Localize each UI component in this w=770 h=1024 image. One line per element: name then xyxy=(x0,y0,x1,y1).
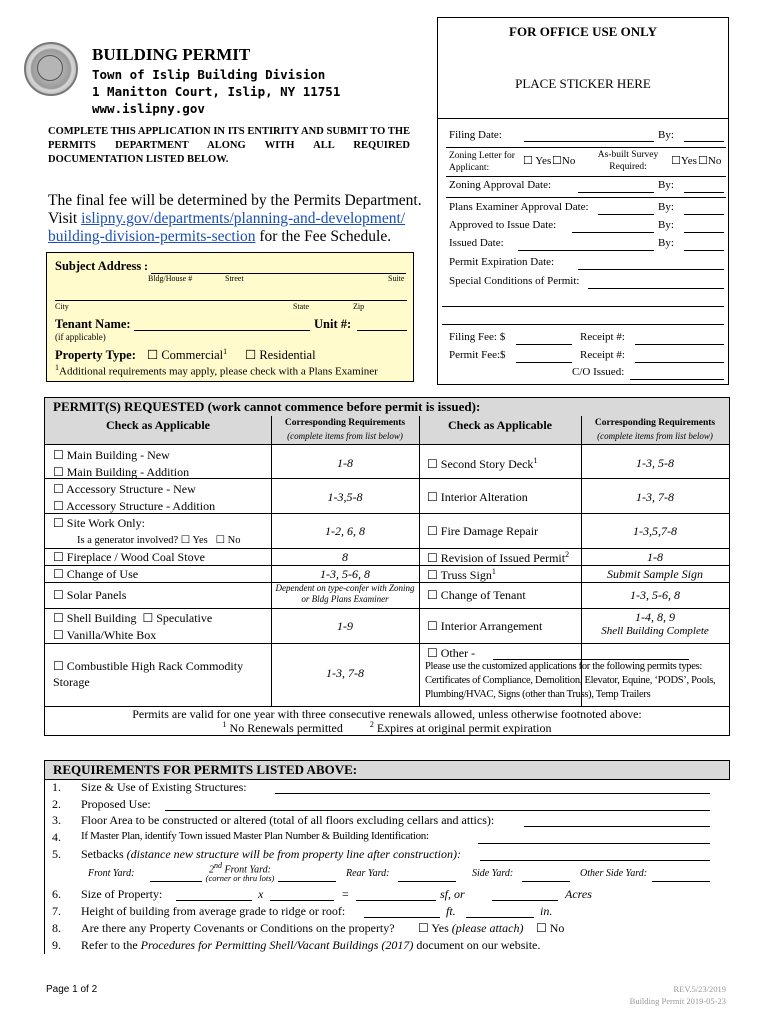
rear-yard-field[interactable] xyxy=(398,881,456,882)
accessory-addition-checkbox[interactable] xyxy=(53,498,215,515)
footnote-1: No Renewals permitted xyxy=(229,721,343,735)
issued-date-field[interactable] xyxy=(518,250,654,251)
document-id: Building Permit 2019-05-23 xyxy=(629,996,726,1006)
side-yard-field[interactable] xyxy=(522,881,570,882)
city-label: City xyxy=(55,302,69,311)
floor-area-field[interactable] xyxy=(524,826,710,827)
asbuilt-yes[interactable] xyxy=(671,154,697,167)
speculative-checkbox[interactable] xyxy=(142,611,212,625)
property-sf-field[interactable] xyxy=(356,900,436,901)
permits-heading-bar xyxy=(45,398,729,417)
req-change-of-use: 1-3, 5-6, 8 xyxy=(320,567,370,581)
filing-fee-label: Filing Fee: $ xyxy=(449,331,506,343)
division-address: 1 Manitton Court, Islip, NY 11751 xyxy=(92,84,341,99)
equals-symbol: = xyxy=(342,887,349,901)
office-use-box xyxy=(437,17,729,385)
validity-note: Permits are valid for one year with three consecutive renewals allowed, unless otherwise footnoted above: xyxy=(132,707,642,721)
accessory-addition-label: Accessory Structure - Addition xyxy=(66,499,216,513)
second-story-deck-checkbox[interactable] xyxy=(427,456,537,472)
permit-receipt-field[interactable] xyxy=(635,362,724,363)
filing-by-field[interactable] xyxy=(684,141,724,142)
generator-no-checkbox[interactable] xyxy=(216,535,241,546)
truss-sign-label: Truss Sign xyxy=(440,568,492,582)
change-of-use-label: Change of Use xyxy=(66,567,139,581)
residential-label: Residential xyxy=(259,348,316,362)
vanilla-box-label: Vanilla/White Box xyxy=(66,628,157,642)
unit-label: Unit #: xyxy=(314,317,352,331)
issued-by-label: By: xyxy=(658,237,674,249)
plans-by-field[interactable] xyxy=(684,214,724,215)
req-solar-panels: Dependent on type-confer with Zoning or Bldg Plans Examiner xyxy=(275,583,415,604)
fee-notice-line1: The final fee will be determined by the Permits Department. xyxy=(48,192,422,209)
col-divider xyxy=(419,416,420,706)
sticker-divider xyxy=(438,118,728,119)
covenants-yes-label: Yes xyxy=(431,921,449,935)
times-symbol: x xyxy=(258,887,264,901)
commercial-checkbox[interactable] xyxy=(147,347,227,363)
permit-receipt-label: Receipt #: xyxy=(580,349,625,361)
filing-by-label: By: xyxy=(658,129,674,141)
generator-yes-label: Yes xyxy=(192,535,208,546)
solar-panels-label: Solar Panels xyxy=(66,588,127,602)
fire-damage-checkbox[interactable] xyxy=(427,524,538,539)
req-num-2: 2. xyxy=(52,797,61,811)
subject-address-box: Subject Address : Bldg/House # Street Suite City State Zip Tenant Name: Unit #: (if applicable) Property Type: ☐ Commercial$^1$ ☐ Residential $^1$Additional requirements may apply, please check with a Plans Examiner xyxy=(46,252,414,382)
filing-date-label: Filing Date: xyxy=(449,129,502,141)
zoning-letter-yes-label: Yes xyxy=(535,155,552,167)
zip-label: Zip xyxy=(353,302,365,311)
req-shell-procedures xyxy=(81,938,540,953)
property-footnote xyxy=(55,363,378,378)
approved-issue-field[interactable] xyxy=(572,232,654,233)
vanilla-box-checkbox[interactable] xyxy=(53,627,212,644)
high-rack-label: Combustible High Rack Commodity Storage xyxy=(53,659,244,689)
permit-expiration-label: Permit Expiration Date: xyxy=(449,256,555,268)
height-ft-field[interactable] xyxy=(364,917,440,918)
other-side-yard-label: Other Side Yard: xyxy=(580,868,648,879)
req-num-3: 3. xyxy=(52,813,61,827)
second-story-deck-label: Second Story Deck xyxy=(440,457,534,471)
special-conditions-line2[interactable] xyxy=(442,306,724,307)
req-height: Height of building from average grade to ridge or roof: xyxy=(81,904,346,918)
footnote-mark: 1 xyxy=(55,363,59,372)
revision-checkbox[interactable] xyxy=(427,550,569,566)
req-setbacks xyxy=(81,847,461,862)
row-divider xyxy=(45,608,729,609)
col-req-sub-right: (complete items from list below) xyxy=(597,431,713,441)
generator-question xyxy=(53,532,241,549)
interior-arrangement-checkbox[interactable] xyxy=(427,619,542,634)
subject-address-label: Subject Address xyxy=(55,259,142,273)
covenants-attach-note: (please attach) xyxy=(451,921,524,935)
req-num-1: 1. xyxy=(52,780,61,794)
approved-issue-label: Approved to Issue Date: xyxy=(449,219,557,231)
truss-footnote-mark: 1 xyxy=(491,567,496,576)
permit-fee-label: Permit Fee:$ xyxy=(449,349,506,361)
fee-notice-line3: for the Fee Schedule. xyxy=(259,228,392,245)
permits-heading: PERMIT(S) REQUESTED (work cannot commence before permit is issued): xyxy=(53,399,481,414)
req-second-story-deck: 1-3, 5-8 xyxy=(636,456,674,470)
permit-row-main-building xyxy=(53,447,189,481)
filing-receipt-label: Receipt #: xyxy=(580,331,625,343)
change-of-tenant-label: Change of Tenant xyxy=(440,588,526,602)
req-accessory: 1-3,5-8 xyxy=(327,490,363,504)
ft-label: ft. xyxy=(446,904,456,918)
permit-row-shell xyxy=(53,610,212,644)
zoning-by-field[interactable] xyxy=(684,192,724,193)
fire-damage-label: Fire Damage Repair xyxy=(440,524,539,538)
zoning-approval-label: Zoning Approval Date: xyxy=(449,179,552,191)
other-label: Other - xyxy=(440,646,476,660)
proposed-use-field[interactable] xyxy=(165,810,710,811)
property-acres-field[interactable] xyxy=(492,900,558,901)
requirements-left-border xyxy=(44,778,45,954)
asbuilt-no-label: No xyxy=(707,155,722,167)
height-in-field[interactable] xyxy=(466,917,534,918)
truss-sign-checkbox[interactable] xyxy=(427,567,496,583)
plans-by-label: By: xyxy=(658,201,674,213)
interior-alteration-label: Interior Alteration xyxy=(440,490,528,504)
unit-field[interactable] xyxy=(357,330,407,331)
asbuilt-no[interactable] xyxy=(698,154,721,167)
issued-by-field[interactable] xyxy=(684,250,724,251)
other-side-yard-field[interactable] xyxy=(652,881,710,882)
zoning-letter-label: Zoning Letter for Applicant: xyxy=(449,151,515,173)
town-seal xyxy=(24,42,78,96)
req-num-6: 6. xyxy=(52,887,61,901)
col-req-left: Corresponding Requirements xyxy=(284,418,406,428)
covenants-no-label: No xyxy=(549,921,565,935)
permits-table xyxy=(44,397,730,736)
filing-date-field[interactable] xyxy=(524,141,654,142)
site-work-label: Site Work Only: xyxy=(66,516,145,530)
generator-no-label: No xyxy=(227,535,241,546)
zoning-letter-no[interactable] xyxy=(552,154,575,167)
page-number: Page 1 of 2 xyxy=(46,984,98,995)
divider-line xyxy=(446,197,726,198)
covenants-yes-checkbox[interactable] xyxy=(418,921,523,936)
suite-label: Suite xyxy=(388,274,405,283)
form-title: BUILDING PERMIT xyxy=(92,45,251,64)
footnote-2: Expires at original permit expiration xyxy=(376,721,552,735)
req-size-property: Size of Property: xyxy=(81,887,163,901)
filing-fee-field[interactable] xyxy=(516,344,572,345)
property-type-label: Property Type: xyxy=(55,348,136,362)
req-shell-doc: Procedures for Permitting Shell/Vacant Buildings (2017) xyxy=(140,938,414,952)
req-change-of-tenant: 1-3, 5-6, 8 xyxy=(630,588,680,602)
req-existing-structures: Size & Use of Existing Structures: xyxy=(81,780,247,794)
req-high-rack: 1-3, 7-8 xyxy=(326,666,364,680)
setbacks-field[interactable] xyxy=(480,860,710,861)
fireplace-label: Fireplace / Wood Coal Stove xyxy=(66,550,205,564)
req-shell-complete: Shell Building Complete xyxy=(601,625,709,637)
residential-checkbox[interactable] xyxy=(245,347,316,363)
tenant-label: Tenant Name: xyxy=(55,317,131,331)
req-num-7: 7. xyxy=(52,904,61,918)
site-work-checkbox[interactable] xyxy=(53,515,241,532)
instructions: COMPLETE THIS APPLICATION IN ITS ENTIRITY AND SUBMIT TO THE PERMITS DEPARTMENT ALONG WITH ALL REQUIRED DOCUMENTATION LISTED BELOW. xyxy=(48,126,410,165)
generator-label: Is a generator involved? xyxy=(77,535,179,546)
requirements-heading-bar xyxy=(44,760,730,780)
zoning-by-label: By: xyxy=(658,179,674,191)
req-setbacks-text: Setbacks xyxy=(81,847,124,861)
solar-panels-checkbox[interactable] xyxy=(53,588,126,603)
divider-line xyxy=(446,176,726,177)
req-fireplace: 8 xyxy=(342,550,348,564)
interior-alteration-checkbox[interactable] xyxy=(427,490,528,505)
second-front-yard-label: 2nd Front Yard: xyxy=(209,861,271,876)
main-building-new-label: Main Building - New xyxy=(66,448,170,462)
tenant-name-field[interactable] xyxy=(134,330,310,331)
other-checkbox[interactable] xyxy=(427,646,475,661)
state-label: State xyxy=(293,302,309,311)
req-interior-alteration: 1-3, 7-8 xyxy=(636,490,674,504)
interior-arrangement-label: Interior Arrangement xyxy=(440,619,543,633)
revision-label: Revision of Issued Permit xyxy=(440,551,566,565)
req-site-work: 1-2, 6, 8 xyxy=(325,524,365,538)
high-rack-checkbox[interactable] xyxy=(53,658,265,690)
division-website: www.islipny.gov xyxy=(92,101,205,116)
change-of-tenant-checkbox[interactable] xyxy=(427,588,526,603)
req-num-9: 9. xyxy=(52,938,61,952)
col-req-right: Corresponding Requirements xyxy=(594,418,716,428)
req-covenants: Are there any Property Covenants or Conditions on the property? xyxy=(81,921,395,935)
req-floor-area: Floor Area to be constructed or altered (total of all floors excluding cellars and attics): xyxy=(81,813,495,827)
main-building-new-checkbox[interactable] xyxy=(53,447,189,464)
row-divider xyxy=(45,565,729,566)
front-yard-field[interactable] xyxy=(150,881,202,882)
special-conditions-field[interactable] xyxy=(588,288,724,289)
col-req-sub-left: (complete items from list below) xyxy=(287,431,403,441)
req-proposed-use: Proposed Use: xyxy=(81,797,151,811)
co-issued-field[interactable] xyxy=(630,379,724,380)
bldg-label: Bldg/House # xyxy=(148,274,193,283)
requirements-heading: REQUIREMENTS FOR PERMITS LISTED ABOVE: xyxy=(53,762,358,777)
req-shell-building: 1-9 xyxy=(337,619,353,633)
fee-notice xyxy=(48,192,428,246)
req-fire-damage: 1-3,5,7-8 xyxy=(633,524,677,538)
req-main-building: 1-8 xyxy=(337,456,353,470)
req-setbacks-note: (distance new structure will be from property line after construction): xyxy=(126,847,461,861)
zoning-letter-no-label: No xyxy=(561,155,576,167)
col-check-right: Check as Applicable xyxy=(447,418,552,432)
rear-yard-label: Rear Yard: xyxy=(346,868,390,879)
plans-examiner-label: Plans Examiner Approval Date: xyxy=(449,201,589,213)
side-yard-label: Side Yard: xyxy=(472,868,514,879)
main-building-addition-checkbox[interactable] xyxy=(53,464,189,481)
accessory-new-checkbox[interactable] xyxy=(53,481,215,498)
city-line[interactable] xyxy=(55,300,407,301)
req-shell-text2: document on our website. xyxy=(416,938,541,952)
revision-footnote-mark: 2 xyxy=(565,550,570,559)
generator-yes-checkbox[interactable] xyxy=(181,535,208,546)
acres-label: Acres xyxy=(565,887,592,901)
asbuilt-yes-label: Yes xyxy=(680,155,697,167)
division-name: Town of Islip Building Division xyxy=(92,67,326,82)
fee-schedule-link[interactable]: islipny.gov/departments/planning-and-development/ building-division-permits-section xyxy=(48,210,406,245)
other-note: Please use the customized applications for the following permits types: Certificates of Compliance, Demolition, Elevator, Equine, ‘PODS’, Pools, Plumbing/HVAC, Signs (other than Truss), Temp Trailers xyxy=(425,661,716,700)
issued-date-label: Issued Date: xyxy=(449,237,504,249)
special-conditions-label: Special Conditions of Permit: xyxy=(449,275,580,287)
approved-by-field[interactable] xyxy=(684,232,724,233)
req-num-8: 8. xyxy=(52,921,61,935)
in-label: in. xyxy=(540,904,553,918)
fee-notice-visit: Visit xyxy=(48,210,78,227)
property-footnote-text: Additional requirements may apply, please check with a Plans Examiner xyxy=(59,365,378,378)
co-issued-label: C/O Issued: xyxy=(572,366,625,378)
validity-footnotes: $^1$ No Renewals permitted $^2$ Expires at original permit expiration xyxy=(222,720,552,735)
master-plan-field[interactable] xyxy=(478,843,710,844)
fireplace-checkbox[interactable] xyxy=(53,550,205,565)
filing-receipt-field[interactable] xyxy=(635,344,724,345)
req-truss-sign: Submit Sample Sign xyxy=(607,567,703,581)
accessory-new-label: Accessory Structure - New xyxy=(66,482,196,496)
special-conditions-line3[interactable] xyxy=(442,324,724,325)
plans-examiner-field[interactable] xyxy=(598,214,654,215)
change-of-use-checkbox[interactable] xyxy=(53,567,138,582)
req-num-5: 5. xyxy=(52,847,61,861)
req-shell-text: Refer to the xyxy=(81,938,138,952)
commercial-label: Commercial xyxy=(161,348,224,363)
covenants-no-checkbox[interactable] xyxy=(536,921,564,936)
front-yard-label: Front Yard: xyxy=(88,868,135,879)
asbuilt-label: As-built Survey Required: xyxy=(597,150,659,172)
office-use-title: FOR OFFICE USE ONLY xyxy=(509,24,657,39)
approved-by-label: By: xyxy=(658,219,674,231)
req-interior-arrangement: 1-4, 8, 9 xyxy=(635,610,675,624)
permit-row-accessory xyxy=(53,481,215,515)
zoning-approval-field[interactable] xyxy=(578,192,654,193)
street-label: Street xyxy=(225,274,244,283)
second-front-yard-field[interactable] xyxy=(278,881,336,882)
property-width-field[interactable] xyxy=(176,900,252,901)
speculative-label: Speculative xyxy=(156,611,213,625)
req-num-4: 4. xyxy=(52,830,61,844)
sticker-placeholder: PLACE STICKER HERE xyxy=(515,76,651,91)
sf-or-label: sf, or xyxy=(440,887,465,901)
permit-row-site-work xyxy=(53,515,241,549)
corner-lots-note: (corner or thru lots) xyxy=(205,873,275,883)
col-check-left: Check as Applicable xyxy=(105,418,210,432)
if-applicable-note: (if applicable) xyxy=(55,332,106,342)
zoning-letter-yes[interactable] xyxy=(523,154,551,167)
commercial-footnote-mark: 1 xyxy=(223,347,228,356)
existing-structures-field[interactable] xyxy=(275,793,710,794)
req-master-plan: If Master Plan, identify Town issued Master Plan Number & Building Identification: xyxy=(81,830,429,842)
revision-date: REV.5/23/2019 xyxy=(673,984,726,994)
divider-line xyxy=(446,147,726,148)
shell-building-checkbox[interactable] xyxy=(53,610,212,627)
main-building-addition-label: Main Building - Addition xyxy=(66,465,190,479)
shell-building-label: Shell Building xyxy=(66,611,137,625)
deck-footnote-mark: 1 xyxy=(533,456,538,465)
property-depth-field[interactable] xyxy=(270,900,334,901)
req-revision: 1-8 xyxy=(647,550,663,564)
permit-expiration-field[interactable] xyxy=(578,269,724,270)
permit-fee-field[interactable] xyxy=(516,362,572,363)
